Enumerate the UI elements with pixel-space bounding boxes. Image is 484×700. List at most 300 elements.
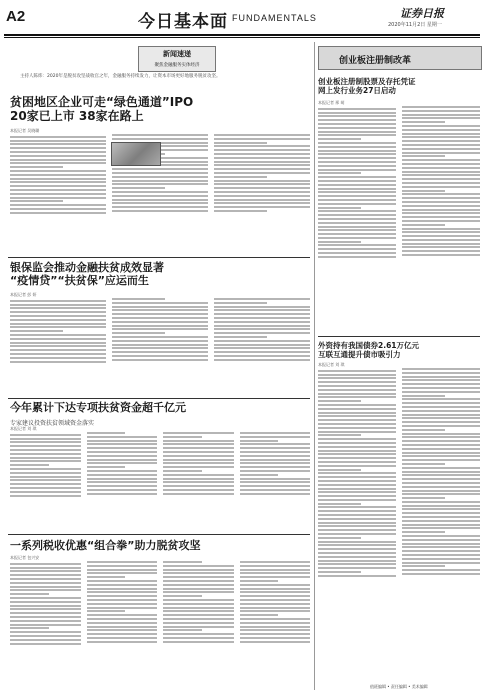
text-line (402, 395, 445, 397)
text-line (10, 457, 81, 459)
text-line (240, 478, 311, 480)
text-line (10, 212, 106, 214)
text-line (87, 614, 158, 616)
text-line (402, 117, 480, 119)
text-line (318, 203, 396, 205)
text-line (318, 552, 396, 554)
text-line (214, 347, 310, 349)
text-line (163, 626, 234, 628)
text-line (318, 427, 396, 429)
text-line (214, 134, 310, 136)
text-line (402, 148, 480, 150)
text-line (240, 569, 311, 571)
text-line (318, 108, 396, 110)
text-line (318, 214, 396, 216)
text-line (318, 419, 396, 421)
text-line (402, 193, 480, 195)
text-line (87, 451, 158, 453)
text-line (214, 321, 310, 323)
text-line (214, 145, 310, 147)
text-line (318, 396, 396, 398)
text-line (402, 376, 480, 378)
text-line (318, 146, 396, 148)
text-line (402, 159, 480, 161)
text-line (163, 462, 234, 464)
text-line (318, 404, 396, 406)
text-line (163, 493, 234, 495)
text-line (240, 622, 311, 624)
text-line (402, 569, 480, 571)
text-line (10, 570, 81, 572)
text-line (318, 142, 396, 144)
text-line (87, 580, 158, 582)
text-line (318, 188, 396, 190)
text-line (10, 304, 106, 306)
text-line (10, 635, 81, 637)
text-line (214, 176, 267, 178)
text-line (214, 199, 310, 201)
text-line (112, 306, 208, 308)
text-line (318, 226, 396, 228)
text-line (163, 622, 234, 624)
text-line (112, 202, 208, 204)
text-line (87, 622, 158, 624)
text-line (112, 199, 208, 201)
text-line (402, 383, 480, 385)
footer: 值班编辑 • 责任编辑 • 美术编辑 (370, 684, 428, 689)
text-line (163, 451, 234, 453)
text-line (87, 603, 158, 605)
text-line (318, 525, 396, 527)
text-line (402, 512, 480, 514)
text-line (402, 197, 480, 199)
text-line (402, 121, 445, 123)
text-line (240, 576, 311, 578)
text-line (10, 616, 81, 618)
text-line (318, 450, 396, 452)
text-line (87, 629, 158, 631)
right-article-2-byline: 本报记者 刘 琪 (318, 362, 345, 367)
text-line (163, 569, 234, 571)
text-line (214, 142, 267, 144)
text-line (318, 472, 396, 474)
article-2-headline: 银保监会推动金融扶贫成效显著 “疫情贷”“扶贫保”应运而生 (10, 261, 164, 287)
text-line (318, 256, 396, 258)
text-line (10, 605, 81, 607)
text-line (402, 554, 480, 556)
text-line (402, 463, 445, 465)
text-line (214, 138, 310, 140)
text-line (10, 453, 81, 455)
text-line (163, 584, 234, 586)
text-line (163, 478, 234, 480)
text-line (402, 455, 480, 457)
text-line (87, 637, 158, 639)
text-line (318, 119, 396, 121)
paper-logo: 证券日报 (400, 7, 444, 20)
text-line (402, 573, 480, 575)
text-line (10, 208, 106, 210)
text-line (402, 391, 480, 393)
text-line (402, 527, 480, 529)
text-line (163, 470, 202, 472)
text-line (240, 637, 311, 639)
text-line (214, 317, 310, 319)
text-line (318, 165, 396, 167)
text-line (214, 355, 310, 357)
text-line (402, 220, 480, 222)
text-line (214, 340, 310, 342)
text-line (10, 353, 106, 355)
text-line (402, 414, 480, 416)
text-line (318, 210, 396, 212)
text-line (318, 393, 396, 395)
text-line (402, 174, 480, 176)
text-line (240, 591, 311, 593)
text-line (402, 497, 445, 499)
header-rule-thin (4, 37, 480, 38)
text-line (402, 550, 480, 552)
text-line (318, 465, 396, 467)
text-line (87, 459, 158, 461)
text-line (112, 138, 208, 140)
text-line (10, 193, 106, 195)
text-line (10, 589, 81, 591)
text-line (214, 161, 310, 163)
text-line (87, 599, 158, 601)
text-line (10, 315, 106, 317)
text-line (10, 197, 106, 199)
text-line (240, 626, 311, 628)
text-line (318, 537, 361, 539)
text-line (163, 474, 234, 476)
text-line (318, 529, 396, 531)
text-line (318, 434, 361, 436)
text-line (214, 344, 310, 346)
text-line (240, 493, 311, 495)
text-line (10, 620, 81, 622)
text-line (402, 246, 480, 248)
text-line (318, 544, 396, 546)
text-line (10, 155, 106, 157)
text-line (112, 180, 208, 182)
divider (8, 534, 310, 535)
text-line (402, 474, 480, 476)
text-line (163, 637, 234, 639)
text-line (10, 143, 106, 145)
text-line (163, 629, 202, 631)
text-line (112, 195, 208, 197)
text-line (87, 443, 158, 445)
text-line (318, 469, 361, 471)
top-banner (138, 46, 216, 72)
text-line (87, 618, 158, 620)
text-line (318, 476, 396, 478)
text-line (163, 588, 234, 590)
text-line (163, 481, 234, 483)
text-line (318, 431, 396, 433)
text-line (10, 147, 106, 149)
text-line (402, 129, 480, 131)
text-line (318, 374, 396, 376)
text-line (318, 385, 396, 387)
text-line (10, 476, 81, 478)
text-line (112, 309, 208, 311)
article-3-headline: 今年累计下达专项扶贫资金超千亿元 (10, 401, 186, 414)
text-line (318, 252, 396, 254)
text-line (10, 491, 81, 493)
text-line (214, 164, 310, 166)
text-line (214, 309, 310, 311)
text-line (318, 488, 396, 490)
text-line (163, 595, 202, 597)
text-line (112, 176, 208, 178)
text-line (318, 438, 396, 440)
text-line (318, 138, 361, 140)
text-line (402, 235, 480, 237)
text-line (402, 250, 480, 252)
text-line (402, 459, 480, 461)
text-line (402, 490, 480, 492)
text-line (318, 370, 396, 372)
text-line (240, 466, 311, 468)
text-line (214, 313, 310, 315)
text-line (112, 355, 208, 357)
text-line (318, 184, 396, 186)
text-line (402, 398, 480, 400)
text-line (240, 565, 311, 567)
text-line (402, 209, 480, 211)
text-line (402, 133, 480, 135)
text-line (10, 323, 106, 325)
article-4-body (10, 561, 310, 687)
text-line (402, 508, 480, 510)
right-article-1-byline: 本报记者 邢 萌 (318, 100, 345, 105)
text-line (214, 325, 310, 327)
text-line (163, 641, 234, 643)
text-line (318, 556, 396, 558)
text-line (10, 334, 106, 336)
text-line (10, 361, 106, 363)
text-line (10, 460, 81, 462)
text-line (112, 187, 165, 189)
article-1-headline: 贫困地区企业可走“绿色通道”IPO 20家已上市 38家在路上 (10, 95, 194, 123)
text-line (318, 560, 396, 562)
text-line (87, 470, 158, 472)
text-line (10, 166, 63, 168)
text-line (318, 248, 396, 250)
text-line (402, 186, 480, 188)
text-line (214, 191, 310, 193)
text-line (10, 189, 106, 191)
text-line (240, 633, 311, 635)
text-line (214, 336, 267, 338)
text-line (318, 503, 361, 505)
text-line (240, 443, 311, 445)
article-1-byline: 本报记者 吴晓璐 (10, 128, 40, 133)
text-line (214, 210, 267, 212)
text-line (87, 436, 158, 438)
text-line (402, 433, 480, 435)
text-line (402, 231, 480, 233)
text-line (10, 472, 81, 474)
text-line (318, 222, 396, 224)
text-line (87, 595, 158, 597)
text-line (163, 443, 234, 445)
text-line (87, 466, 126, 468)
text-line (402, 212, 480, 214)
text-line (87, 633, 158, 635)
text-line (318, 484, 396, 486)
text-line (318, 131, 396, 133)
text-line (87, 607, 158, 609)
text-line (214, 202, 310, 204)
text-line (318, 127, 396, 129)
text-line (318, 548, 396, 550)
text-line (402, 387, 480, 389)
text-line (318, 180, 396, 182)
text-line (240, 447, 311, 449)
text-line (402, 429, 445, 431)
text-line (163, 618, 234, 620)
text-line (318, 522, 396, 524)
text-line (87, 485, 158, 487)
editor-note: 主持人陈炜：2020年是脱贫攻坚战收官之年，金融服务持续发力，让资本市场更好地服务脱贫攻坚。 (20, 74, 221, 79)
text-line (10, 326, 106, 328)
text-line (10, 627, 49, 629)
text-line (402, 493, 480, 495)
text-line (402, 421, 480, 423)
text-line (10, 578, 81, 580)
text-line (10, 479, 81, 481)
text-line (87, 478, 158, 480)
text-line (10, 449, 81, 451)
text-line (163, 459, 234, 461)
right-banner (318, 46, 482, 70)
text-line (163, 565, 234, 567)
text-line (402, 228, 480, 230)
text-line (10, 445, 81, 447)
text-line (402, 448, 480, 450)
text-line (318, 237, 396, 239)
text-line (402, 178, 480, 180)
text-line (402, 205, 480, 207)
text-line (10, 438, 81, 440)
text-line (402, 106, 480, 108)
text-line (214, 306, 310, 308)
text-line (402, 558, 480, 560)
right-banner-text: 创业板注册制改革 (339, 56, 412, 66)
text-line (87, 626, 158, 628)
text-line (318, 461, 396, 463)
text-line (318, 518, 396, 520)
header-rule (4, 34, 480, 36)
text-line (112, 347, 208, 349)
text-line (112, 210, 208, 212)
text-line (402, 125, 480, 127)
text-line (87, 455, 158, 457)
text-line (402, 531, 445, 533)
text-line (318, 244, 396, 246)
text-line (163, 591, 234, 593)
text-line (240, 614, 279, 616)
text-line (402, 190, 445, 192)
text-line (402, 535, 480, 537)
text-line (10, 483, 81, 485)
text-line (214, 149, 310, 151)
text-line (10, 151, 106, 153)
text-line (318, 491, 396, 493)
text-line (87, 572, 158, 574)
text-line (318, 112, 396, 114)
text-line (402, 224, 445, 226)
text-line (402, 152, 480, 154)
text-line (402, 402, 480, 404)
text-line (402, 155, 445, 157)
text-line (318, 153, 396, 155)
divider (8, 398, 310, 399)
text-line (112, 168, 208, 170)
text-line (112, 172, 208, 174)
text-line (240, 580, 279, 582)
text-line (10, 468, 81, 470)
text-line (10, 349, 106, 351)
text-line (402, 410, 480, 412)
text-line (10, 162, 106, 164)
text-line (240, 470, 311, 472)
text-line (10, 319, 106, 321)
text-line (10, 593, 49, 595)
text-line (318, 199, 396, 201)
text-line (214, 187, 310, 189)
text-line (163, 440, 234, 442)
text-line (10, 300, 106, 302)
text-line (112, 313, 208, 315)
text-line (112, 344, 208, 346)
page-number: A2 (6, 8, 26, 25)
text-line (10, 330, 63, 332)
text-line (240, 455, 311, 457)
text-line (87, 591, 158, 593)
text-line (240, 561, 311, 563)
text-line (163, 447, 234, 449)
text-line (10, 181, 106, 183)
text-line (112, 336, 208, 338)
text-line (10, 338, 106, 340)
text-line (87, 432, 126, 434)
text-line (112, 351, 208, 353)
text-line (163, 436, 202, 438)
text-line (318, 571, 361, 573)
text-line (214, 206, 310, 208)
column-divider (314, 42, 315, 690)
text-line (10, 204, 106, 206)
text-line (318, 575, 396, 577)
text-line (240, 641, 311, 643)
text-line (214, 180, 310, 182)
right-article-2-headline: 外资持有我国债券2.61万亿元 互联互通提升债市吸引力 (318, 341, 420, 359)
text-line (87, 493, 158, 495)
text-line (163, 607, 234, 609)
text-line (240, 629, 311, 631)
text-line (402, 482, 480, 484)
right-article-1-body (318, 106, 480, 332)
text-line (402, 524, 480, 526)
text-line (240, 436, 311, 438)
text-line (318, 191, 396, 193)
text-line (163, 432, 234, 434)
text-line (10, 487, 81, 489)
